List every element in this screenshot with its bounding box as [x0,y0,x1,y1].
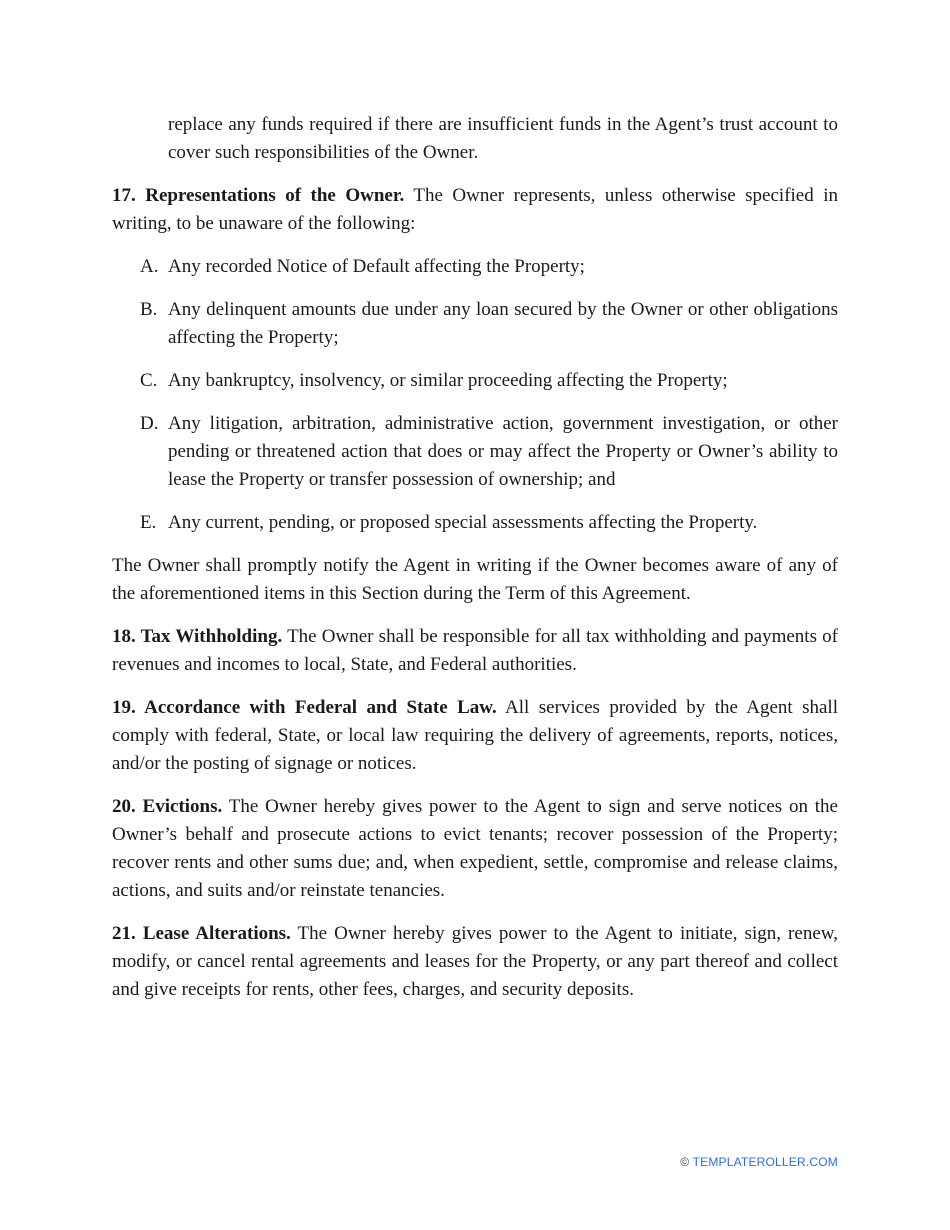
section-21 [112,920,838,1004]
section-17-closing: The Owner shall promptly notify the Agent in writing if the Owner becomes aware of any of the aforementioned items in this Section during the Term of this Agreement. [112,555,838,604]
section-19-text: All services provided by the Agent shall comply with federal, State, or local law requiring the delivery of agreements, reports, notices, and/or the posting of signage or notices. [112,697,838,774]
list-item-text: Any litigation, arbitration, administrative action, government investigation, or other pending or threatened action that does or may affect the Property or Owner’s ability to lease the Property or transfer possession of ownership; and [168,413,838,490]
list-item-b [112,296,838,352]
list-item-a [112,253,838,281]
section-20-heading: 20. Evictions. [112,796,223,817]
list-letter: D. [140,413,159,434]
list-letter: E. [140,512,157,533]
list-letter: B. [140,299,158,320]
list-item-text: Any bankruptcy, insolvency, or similar proceeding affecting the Property; [168,370,728,391]
list-item-c [112,367,838,395]
footer-brand-link[interactable]: TEMPLATEROLLER.COM [692,1155,838,1169]
section-20 [112,793,838,905]
list-letter: A. [140,256,159,277]
section-17-list [112,253,838,537]
section-19-heading: 19. Accordance with Federal and State Law. [112,697,497,718]
list-item-text: Any recorded Notice of Default affecting the Property; [168,256,585,277]
list-item-text: Any current, pending, or proposed special assessments affecting the Property. [168,512,758,533]
section-18 [112,623,838,679]
section-18-heading: 18. Tax Withholding. [112,626,283,647]
section-21-heading: 21. Lease Alterations. [112,923,291,944]
section-21-text: The Owner hereby gives power to the Agent to initiate, sign, renew, modify, or cancel rental agreements and leases for the Property, or any part thereof and collect and give receipts for rents, other fees, charges, and security deposits. [112,923,838,1000]
list-item-e [112,509,838,537]
section-17-intro [112,182,838,238]
section-20-text: The Owner hereby gives power to the Agent to sign and serve notices on the Owner’s behalf and prosecute actions to evict tenants; recover possession of the Property; recover rents and other sums due; and, when expedient, settle, compromise and release claims, actions, and suits and/or reinstate tenancies. [112,796,838,901]
list-item-d [112,410,838,494]
section-17-text: The Owner represents, unless otherwise specified in writing, to be unaware of the following: [112,185,838,234]
section-18-text: The Owner shall be responsible for all tax withholding and payments of revenues and incomes to local, State, and Federal authorities. [112,626,838,675]
footer-brand[interactable] [680,1155,838,1169]
copyright-symbol: © [680,1155,690,1169]
list-letter: C. [140,370,158,391]
list-item-text: Any delinquent amounts due under any loan secured by the Owner or other obligations affecting the Property; [168,299,838,348]
document-page [112,111,838,1019]
section-17-heading: 17. Representations of the Owner. [112,185,405,206]
section-19 [112,694,838,778]
continuation-paragraph: replace any funds required if there are insufficient funds in the Agent’s trust account to cover such responsibilities of the Owner. [168,114,838,163]
